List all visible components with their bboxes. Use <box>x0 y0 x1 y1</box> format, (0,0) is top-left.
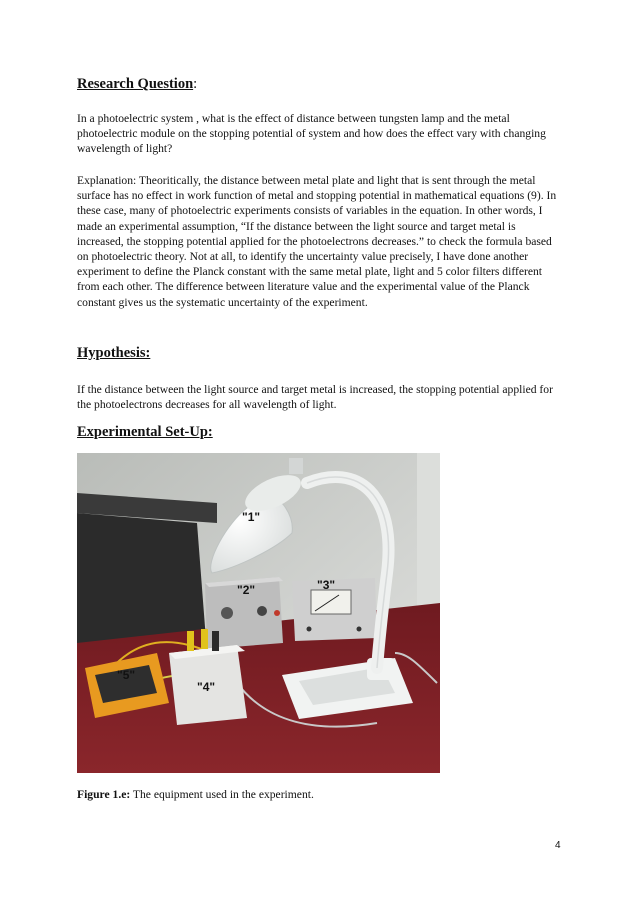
figure-caption-text: The equipment used in the experiment. <box>130 788 314 801</box>
figure-caption <box>77 788 314 801</box>
figure-caption-label: Figure 1.e: <box>77 788 131 801</box>
hypothesis-text: If the distance between the light source and target metal is increased, the stopping potential applied for the photoelectrons decreases for all wavelength of light. <box>77 383 553 412</box>
experimental-setup-heading: Experimental Set-Up: <box>77 424 213 440</box>
research-question-title: Research Question <box>77 76 194 92</box>
research-question-colon: : <box>193 76 198 92</box>
research-question-text: In a photoelectric system , what is the effect of distance between tungsten lamp and the metal photoelectric module on the stopping potential of system and how does the effect vary with changing wavelength of light? <box>77 112 546 156</box>
page-number: 4 <box>555 840 561 851</box>
photo-label-3: "3" <box>317 578 336 592</box>
photo-label-1: "1" <box>242 510 261 524</box>
research-question-heading <box>77 76 197 93</box>
photo-label-5: "5" <box>117 668 136 682</box>
experiment-setup-photo <box>77 453 440 773</box>
hypothesis-heading: Hypothesis: <box>77 345 151 361</box>
photo-label-2: "2" <box>237 583 256 597</box>
explanation-paragraph: Explanation: Theoritically, the distance between metal plate and light that is sent through the metal surface has no effect in work function of metal and stopping potential in mathematical equations (9). In these case, many of photoelectric experiments consists of variables in the equation. In other words, I made an experimental assumption, “If the distance between the light source and target metal is increased, the stopping potential applied for the photoelectrons decreases.” to check the formula based on photoelectric theory. Not at all, to identify the uncertainty value precisely, I have done another experiment to define the Planck constant with the same metal plate, light and 5 color filters different from each other. The difference between literature value and the experimental value of the Planck constant gives us the systematic uncertainty of the experiment. <box>77 174 557 309</box>
photo-label-4: "4" <box>197 680 216 694</box>
